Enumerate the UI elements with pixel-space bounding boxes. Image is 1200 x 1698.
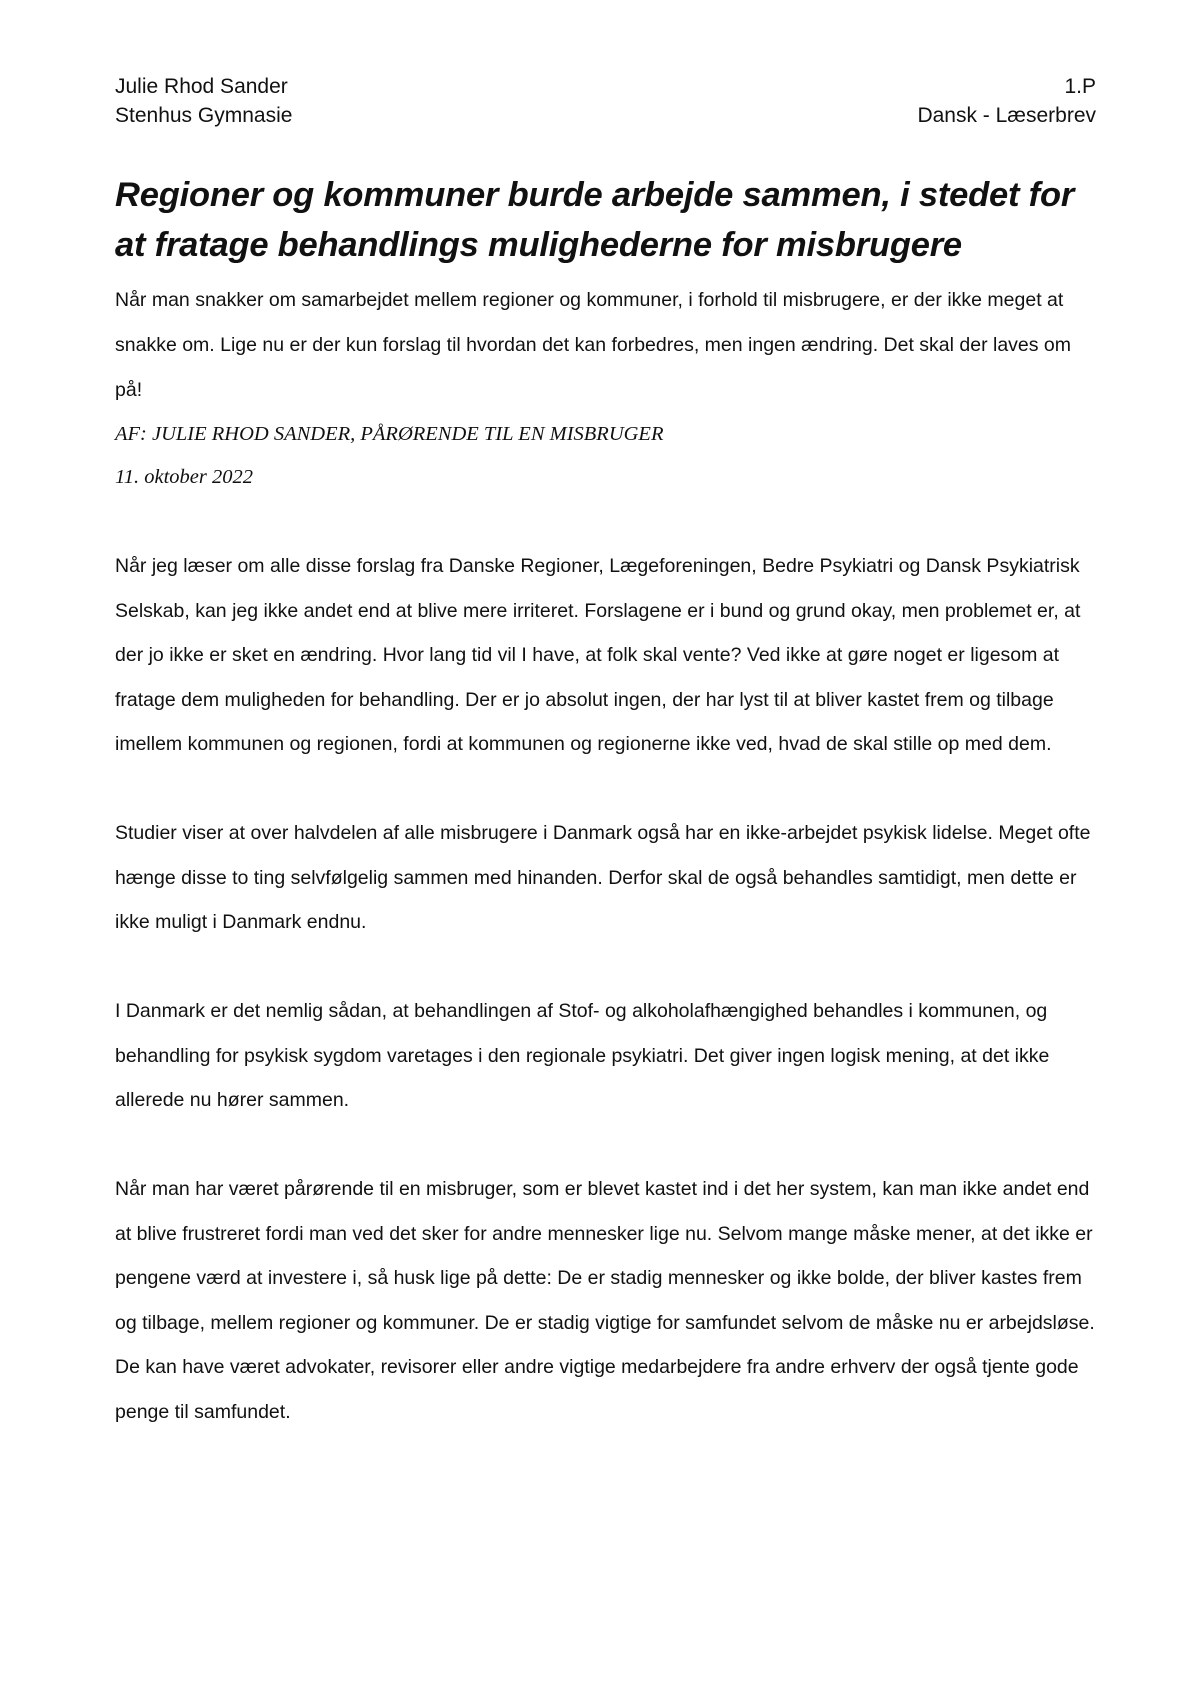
header-right bbox=[917, 72, 1096, 130]
school-name: Stenhus Gymnasie bbox=[115, 104, 293, 127]
subject-label: Dansk - Læserbrev bbox=[917, 104, 1096, 127]
body-paragraph-2: Studier viser at over halvdelen af alle misbrugere i Danmark også har en ikke-arbejdet psykisk lidelse. Meget ofte hænge disse to ting selvfølgelig sammen med hinanden. Derfor skal de også behandles samtidigt, men dette er ikke muligt i Danmark endnu. bbox=[115, 822, 1091, 933]
body-paragraph-3: I Danmark er det nemlig sådan, at behandlingen af Stof- og alkoholafhængighed behandles i kommunen, og behandling for psykisk sygdom varetages i den regionale psykiatri. Det giver ingen logisk mening, at det ikke allerede nu hører sammen. bbox=[115, 1000, 1050, 1111]
article-lead: Når man snakker om samarbejdet mellem regioner og kommuner, i forhold til misbrugere, er der ikke meget at snakke om. Lige nu er der kun forslag til hvordan det kan forbedres, men ingen ændring. Det skal der laves om på! bbox=[115, 289, 1072, 401]
article-body bbox=[115, 544, 1096, 1434]
body-paragraph-4: Når man har været pårørende til en misbruger, som er blevet kastet ind i det her system, kan man ikke andet end at blive frustreret fordi man ved det sker for andre mennesker lige nu. Selvom mange måske mener, at det ikke er pengene værd at investere i, så husk lige på dette: De er stadig mennesker og ikke bolde, der bliver kastes frem og tilbage, mellem regioner og kommuner. De er stadig vigtige for samfundet selvom de måske nu er arbejdsløse. De kan have været advokater, revisorer eller andre vigtige medarbejdere fra andre erhverv der også tjente gode penge til samfundet. bbox=[115, 1178, 1095, 1423]
article-byline: AF: JULIE RHOD SANDER, PÅRØRENDE TIL EN MISBRUGER bbox=[115, 423, 664, 445]
article-title: Regioner og kommuner burde arbejde sammen, i stedet for at fratage behandlings mulighederne for misbrugere bbox=[115, 176, 1075, 264]
body-paragraph-1: Når jeg læser om alle disse forslag fra Danske Regioner, Lægeforeningen, Bedre Psykiatri og Dansk Psykiatrisk Selskab, kan jeg ikke andet end at blive mere irriteret. Forslagene er i bund og grund okay, men problemet er, at der jo ikke er sket en ændring. Hvor lang tid vil I have, at folk skal vente? Ved ikke at gøre noget er ligesom at fratage dem muligheden for behandling. Der er jo absolut ingen, der har lyst til at bliver kastet frem og tilbage imellem kommunen og regionen, fordi at kommunen og regionerne ikke ved, hvad de skal stille op med dem. bbox=[115, 555, 1081, 755]
page-header bbox=[115, 72, 1096, 130]
class-label: 1.P bbox=[1064, 75, 1096, 98]
article-date: 11. oktober 2022 bbox=[115, 466, 253, 488]
author-name: Julie Rhod Sander bbox=[115, 75, 288, 98]
header-left bbox=[115, 72, 292, 130]
